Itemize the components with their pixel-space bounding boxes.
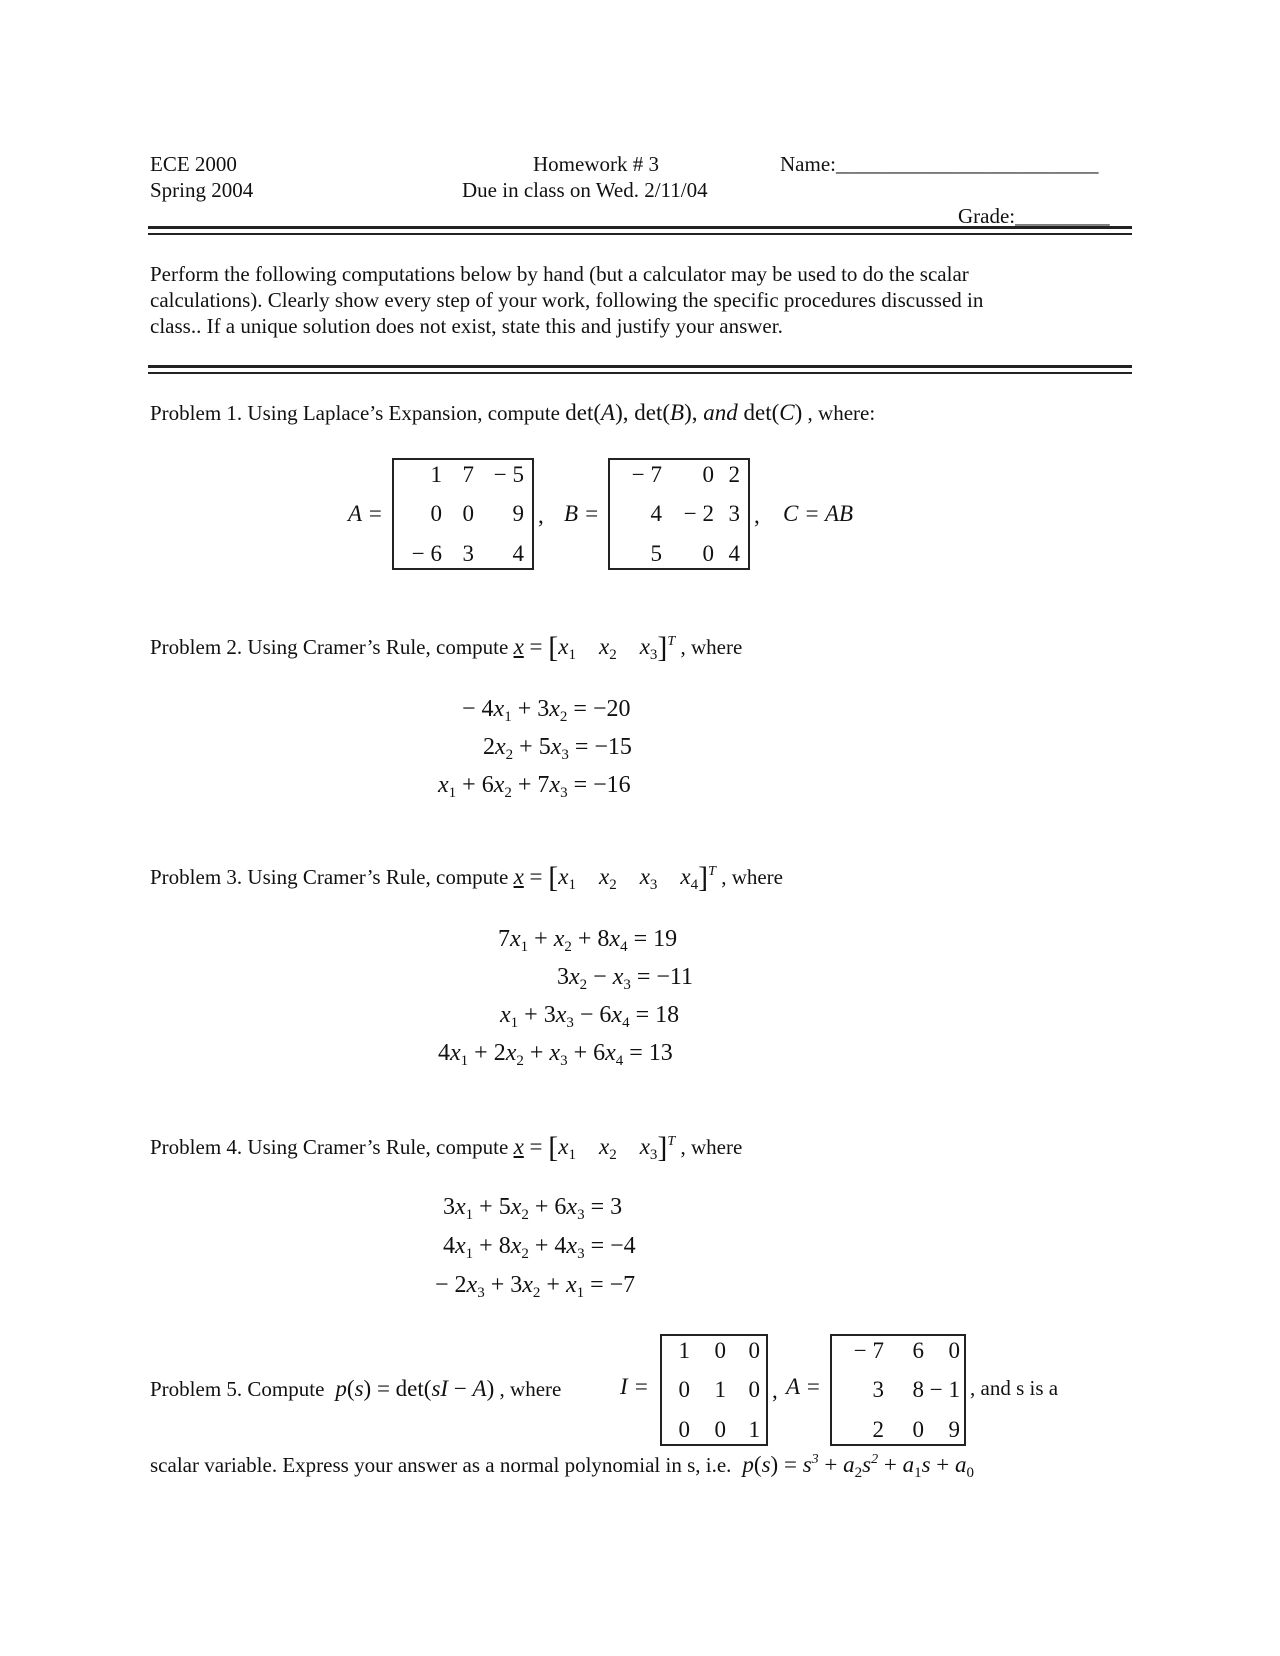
matrix-entry: 0 <box>678 1377 690 1403</box>
header-divider <box>148 226 1132 235</box>
matrix-entry: 1 <box>678 1338 690 1363</box>
name-field[interactable] <box>780 152 1098 177</box>
problem-5-expression: p(s) = det(sI − A) <box>335 1376 495 1401</box>
instructions-line-2: calculations). Clearly show every step of your work, following the specific procedures discussed in <box>150 288 984 312</box>
matrix-entry: − 2 <box>683 501 714 527</box>
problem-5-line-2-text: scalar variable. Express your answer as a normal polynomial in s, i.e. <box>150 1453 732 1477</box>
matrix-entry: 0 <box>912 1416 924 1442</box>
instructions-line-3: class.. If a unique solution does not exist, state this and justify your answer. <box>150 314 783 338</box>
matrix-entry: 0 <box>702 462 714 487</box>
matrix-entry: 4 <box>512 540 524 566</box>
instructions-line-1: Perform the following computations below by hand (but a calculator may be used to do the scalar <box>150 262 969 286</box>
problem-4-equation-3: − $2x_3 + 3x_2 + x_1 = -7$ <box>435 1272 636 1301</box>
problem-4-vector: $x = [x_1$ $x_2$ $x_3]^T$ <box>513 1131 676 1164</box>
identity-matrix <box>660 1334 768 1446</box>
matrix-entry: 0 <box>748 1338 760 1363</box>
matrix-a <box>392 458 534 570</box>
matrix-entry: 5 <box>650 540 662 566</box>
problem-3-equation-1: $7x_1 + x_2 + 8x_4 = 19$ <box>498 926 678 955</box>
matrix-entry: 2 <box>872 1416 884 1442</box>
problem-5-matrix-a-label: A = <box>786 1374 821 1399</box>
matrix-c-definition: C = AB <box>783 501 854 526</box>
matrix-entry: 7 <box>462 462 474 487</box>
problem-4-where: , where <box>680 1135 743 1159</box>
identity-matrix-comma: , <box>772 1378 778 1403</box>
problem-2-intro: Problem 2. Using Cramer’s Rule, compute <box>150 635 509 659</box>
problem-4-statement <box>150 1131 743 1164</box>
problem-2-statement <box>150 631 743 664</box>
matrix-entry: 1 <box>748 1416 760 1442</box>
problem-5-statement <box>150 1376 561 1402</box>
homework-title: Homework # 3 <box>533 152 659 176</box>
problem-3-statement <box>150 861 783 894</box>
problem-5-line-2 <box>150 1452 974 1482</box>
due-date: Due in class on Wed. 2/11/04 <box>462 178 708 202</box>
name-line: _________________________ <box>835 152 1099 176</box>
name-label: Name: <box>780 152 836 176</box>
matrix-entry: 3 <box>728 501 740 527</box>
problem-1-expression: det(A), det(B), and det(C) <box>565 400 803 425</box>
problem-4-equation-2: $4x_1 + 8x_2 + 4x_3 = -4$ <box>443 1233 636 1262</box>
course-code: ECE 2000 <box>150 152 237 176</box>
matrix-entry: 4 <box>650 501 662 527</box>
problem-5-where: , where <box>499 1377 562 1401</box>
problem-3-intro: Problem 3. Using Cramer’s Rule, compute <box>150 865 509 889</box>
problem-3-equation-3: $x_1 + 3x_3 - 6x_4 = 18$ <box>500 1002 680 1031</box>
matrix-entry: 0 <box>748 1377 760 1403</box>
matrix-entry: 0 <box>702 540 714 566</box>
problem-5-polynomial: $p(s) = s^3 + a_2s^2 + a_1s + a_0$ <box>742 1452 974 1481</box>
grade-line: _________ <box>1015 204 1110 228</box>
matrix-entry: 0 <box>714 1416 726 1442</box>
problem-3-equation-2: $3x_2 - x_3 = -11$ <box>557 964 694 993</box>
matrix-entry: 1 <box>714 1377 726 1403</box>
problem-2-vector: $x = [x_1$ $x_2$ $x_3]^T$ <box>513 631 676 664</box>
instructions-divider <box>148 365 1132 374</box>
matrix-entry: 0 <box>714 1338 726 1363</box>
matrix-entry: 0 <box>948 1338 960 1363</box>
matrix-a-label: A = <box>348 501 383 526</box>
problem-3-equation-4: $4x_1 + 2x_2 + x_3 + 6x_4 = 13$ <box>438 1040 673 1069</box>
term: Spring 2004 <box>150 178 254 202</box>
problem-1-where: , where: <box>807 401 876 425</box>
matrix-entry: − 1 <box>929 1377 960 1403</box>
matrix-entry: − 5 <box>493 462 524 487</box>
problem-1-intro: Problem 1. Using Laplace’s Expansion, compute <box>150 401 561 425</box>
matrix-entry: − 7 <box>853 1338 884 1363</box>
matrix-entry: 3 <box>462 540 474 566</box>
problem-1-statement <box>150 400 875 426</box>
matrix-entry: 1 <box>430 462 442 487</box>
matrix-entry: 6 <box>912 1338 924 1363</box>
problem-2-where: , where <box>680 635 743 659</box>
matrix-b-comma: , <box>754 503 760 528</box>
problem-4-intro: Problem 4. Using Cramer’s Rule, compute <box>150 1135 509 1159</box>
matrix-entry: 9 <box>948 1416 960 1442</box>
problem-3-vector: $x = [x_1$ $x_2$ $x_3$ $x_4]^T$ <box>513 861 716 894</box>
matrix-a-comma: , <box>538 503 544 528</box>
matrix-entry: 0 <box>678 1416 690 1442</box>
problem-2-equation-2: $2x_2 + 5x_3 = -15$ <box>483 734 632 763</box>
matrix-entry: − 7 <box>631 462 662 487</box>
problem-2-equation-3: $x_1 + 6x_2 + 7x_3 = -16$ <box>438 772 631 801</box>
matrix-entry: 0 <box>462 501 474 527</box>
matrix-entry: 0 <box>430 501 442 527</box>
matrix-b <box>608 458 750 570</box>
matrix-entry: 3 <box>872 1377 884 1403</box>
problem-5-intro: Problem 5. Compute <box>150 1377 325 1401</box>
problem-5-matrix-a <box>830 1334 966 1446</box>
matrix-entry: 8 <box>912 1377 924 1403</box>
matrix-b-label: B = <box>564 501 600 526</box>
problem-2-equation-1: − $4x_1 + 3x_2 = -20$ <box>462 696 631 725</box>
problem-3-where: , where <box>721 865 783 889</box>
problem-5-tail: , and s is a <box>970 1376 1059 1400</box>
identity-matrix-label: I = <box>620 1374 649 1399</box>
matrix-entry: 4 <box>728 540 740 566</box>
matrix-entry: − 6 <box>411 540 442 566</box>
problem-4-equation-1: $3x_1 + 5x_2 + 6x_3 = 3$ <box>443 1194 623 1223</box>
matrix-entry: 9 <box>512 501 524 527</box>
matrix-entry: 2 <box>728 462 740 487</box>
grade-label: Grade: <box>958 204 1016 228</box>
